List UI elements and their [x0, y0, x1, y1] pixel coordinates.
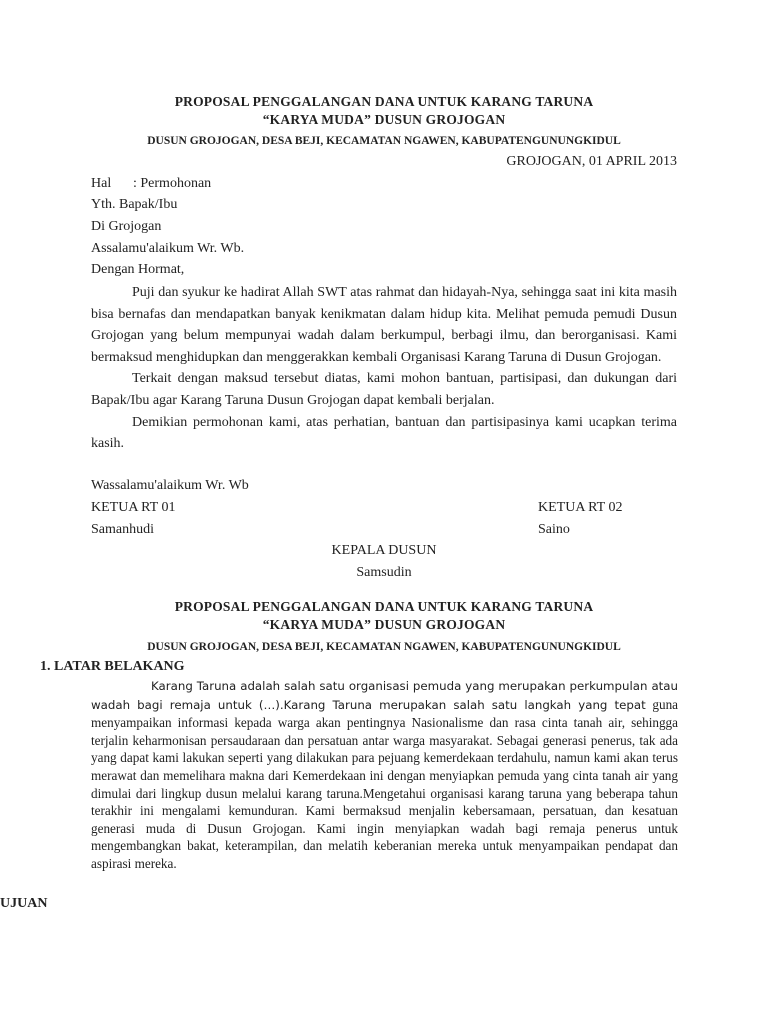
- section-heading-latar-belakang: 1. LATAR BELAKANG: [40, 659, 185, 674]
- letter-recipient: Yth. Bapak/Ibu: [91, 197, 178, 212]
- letter-title-line1: PROPOSAL PENGGALANGAN DANA UNTUK KARANG TARUNA: [174, 94, 594, 109]
- kadus-title: KEPALA DUSUN: [331, 543, 437, 558]
- rt01-title: KETUA RT 01: [91, 500, 176, 515]
- letter-location: Di Grojogan: [91, 219, 162, 234]
- proposal-title-line1: PROPOSAL PENGGALANGAN DANA UNTUK KARANG TARUNA: [174, 599, 594, 614]
- rt02-title: KETUA RT 02: [538, 500, 623, 515]
- letter-date: GROJOGAN, 01 APRIL 2013: [506, 154, 677, 169]
- latar-belakang-part2: guna menyampaikan informasi kepada warga akan pentingnya Nasionalisme dan rasa cinta tanah air, sehingga terjalin keharmonisan persaudaraan dan persatuan antar warga masyarakat. Sebagai generasi penerus, tak ada yang dapat kami lakukan seperti yang dilakukan para pejuang kemerdekaan terdahulu, namun kami akan terus merawat dan memelihara makna dari Kemerdekaan ini dengan menyiapkan pemuda yang cinta tanah air yang dimulai dari lingkup dusun melalui karang taruna.Mengetahui organisasi karang taruna yang beberapa tahun terakhir ini mengalami kemunduran. Kami bermaksud menjalin kebersamaan, persatuan, dan kesatuan generasi muda di Dusun Grojogan. Kami ingin menyiapkan wadah bagi remaja penerus untuk mengembangkan bakat, keterampilan, dan melatih keberanian mereka untuk menyampaikan pendapat dan aspirasi mereka.: [91, 696, 679, 871]
- letter-paragraph: Puji dan syukur ke hadirat Allah SWT atas rahmat dan hidayah-Nya, sehingga saat ini kita masih bisa bernafas dan mendapatkan banyak kenikmatan dalam hidup kita. Melihat pemuda pemudi Dusun Grojogan yang belum mempunyai wadah dalam berkumpul, berbagi ilmu, dan berorganisasi. Kami bermaksud menghidupkan dan menggerakkan kembali Organisasi Karang Taruna di Dusun Grojogan.: [91, 285, 677, 365]
- latar-belakang-text: [91, 677, 678, 873]
- letter-paragraph: Demikian permohonan kami, atas perhatian, bantuan dan partisipasinya kami ucapkan terima kasih.: [91, 414, 677, 452]
- rt02-name: Saino: [538, 522, 570, 537]
- letter-salutation: Dengan Hormat,: [91, 262, 185, 277]
- kadus-name: Samsudin: [356, 565, 412, 580]
- latar-belakang-part1: Karang Taruna adalah salah satu organisasi pemuda yang merupakan perkumpulan atau wadah bagi remaja untuk (…).Karang Taruna merupakan salah satu langkah yang tepat: [91, 679, 678, 712]
- rt01-name: Samanhudi: [91, 522, 154, 537]
- letter-paragraph: Terkait dengan maksud tersebut diatas, kami mohon bantuan, partisipasi, dan dukungan dari Bapak/Ibu agar Karang Taruna Dusun Grojogan dapat kembali berjalan.: [91, 371, 677, 408]
- letter-hal-value: : Permohonan: [133, 176, 212, 191]
- letter-title-line2: “KARYA MUDA” DUSUN GROJOGAN: [262, 112, 506, 127]
- proposal-address: DUSUN GROJOGAN, DESA BEJI, KECAMATAN NGAWEN, KABUPATENGUNUNGKIDUL: [147, 641, 621, 653]
- section-heading-tujuan: UJUAN: [0, 896, 48, 911]
- proposal-title-line2: “KARYA MUDA” DUSUN GROJOGAN: [262, 617, 506, 632]
- letter-closing: Wassalamu'alaikum Wr. Wb: [91, 478, 249, 493]
- letter-hal-label: Hal: [91, 176, 112, 191]
- letter-address: DUSUN GROJOGAN, DESA BEJI, KECAMATAN NGAWEN, KABUPATENGUNUNGKIDUL: [147, 135, 621, 147]
- letter-body: [91, 282, 677, 455]
- letter-greeting: Assalamu'alaikum Wr. Wb.: [91, 241, 245, 256]
